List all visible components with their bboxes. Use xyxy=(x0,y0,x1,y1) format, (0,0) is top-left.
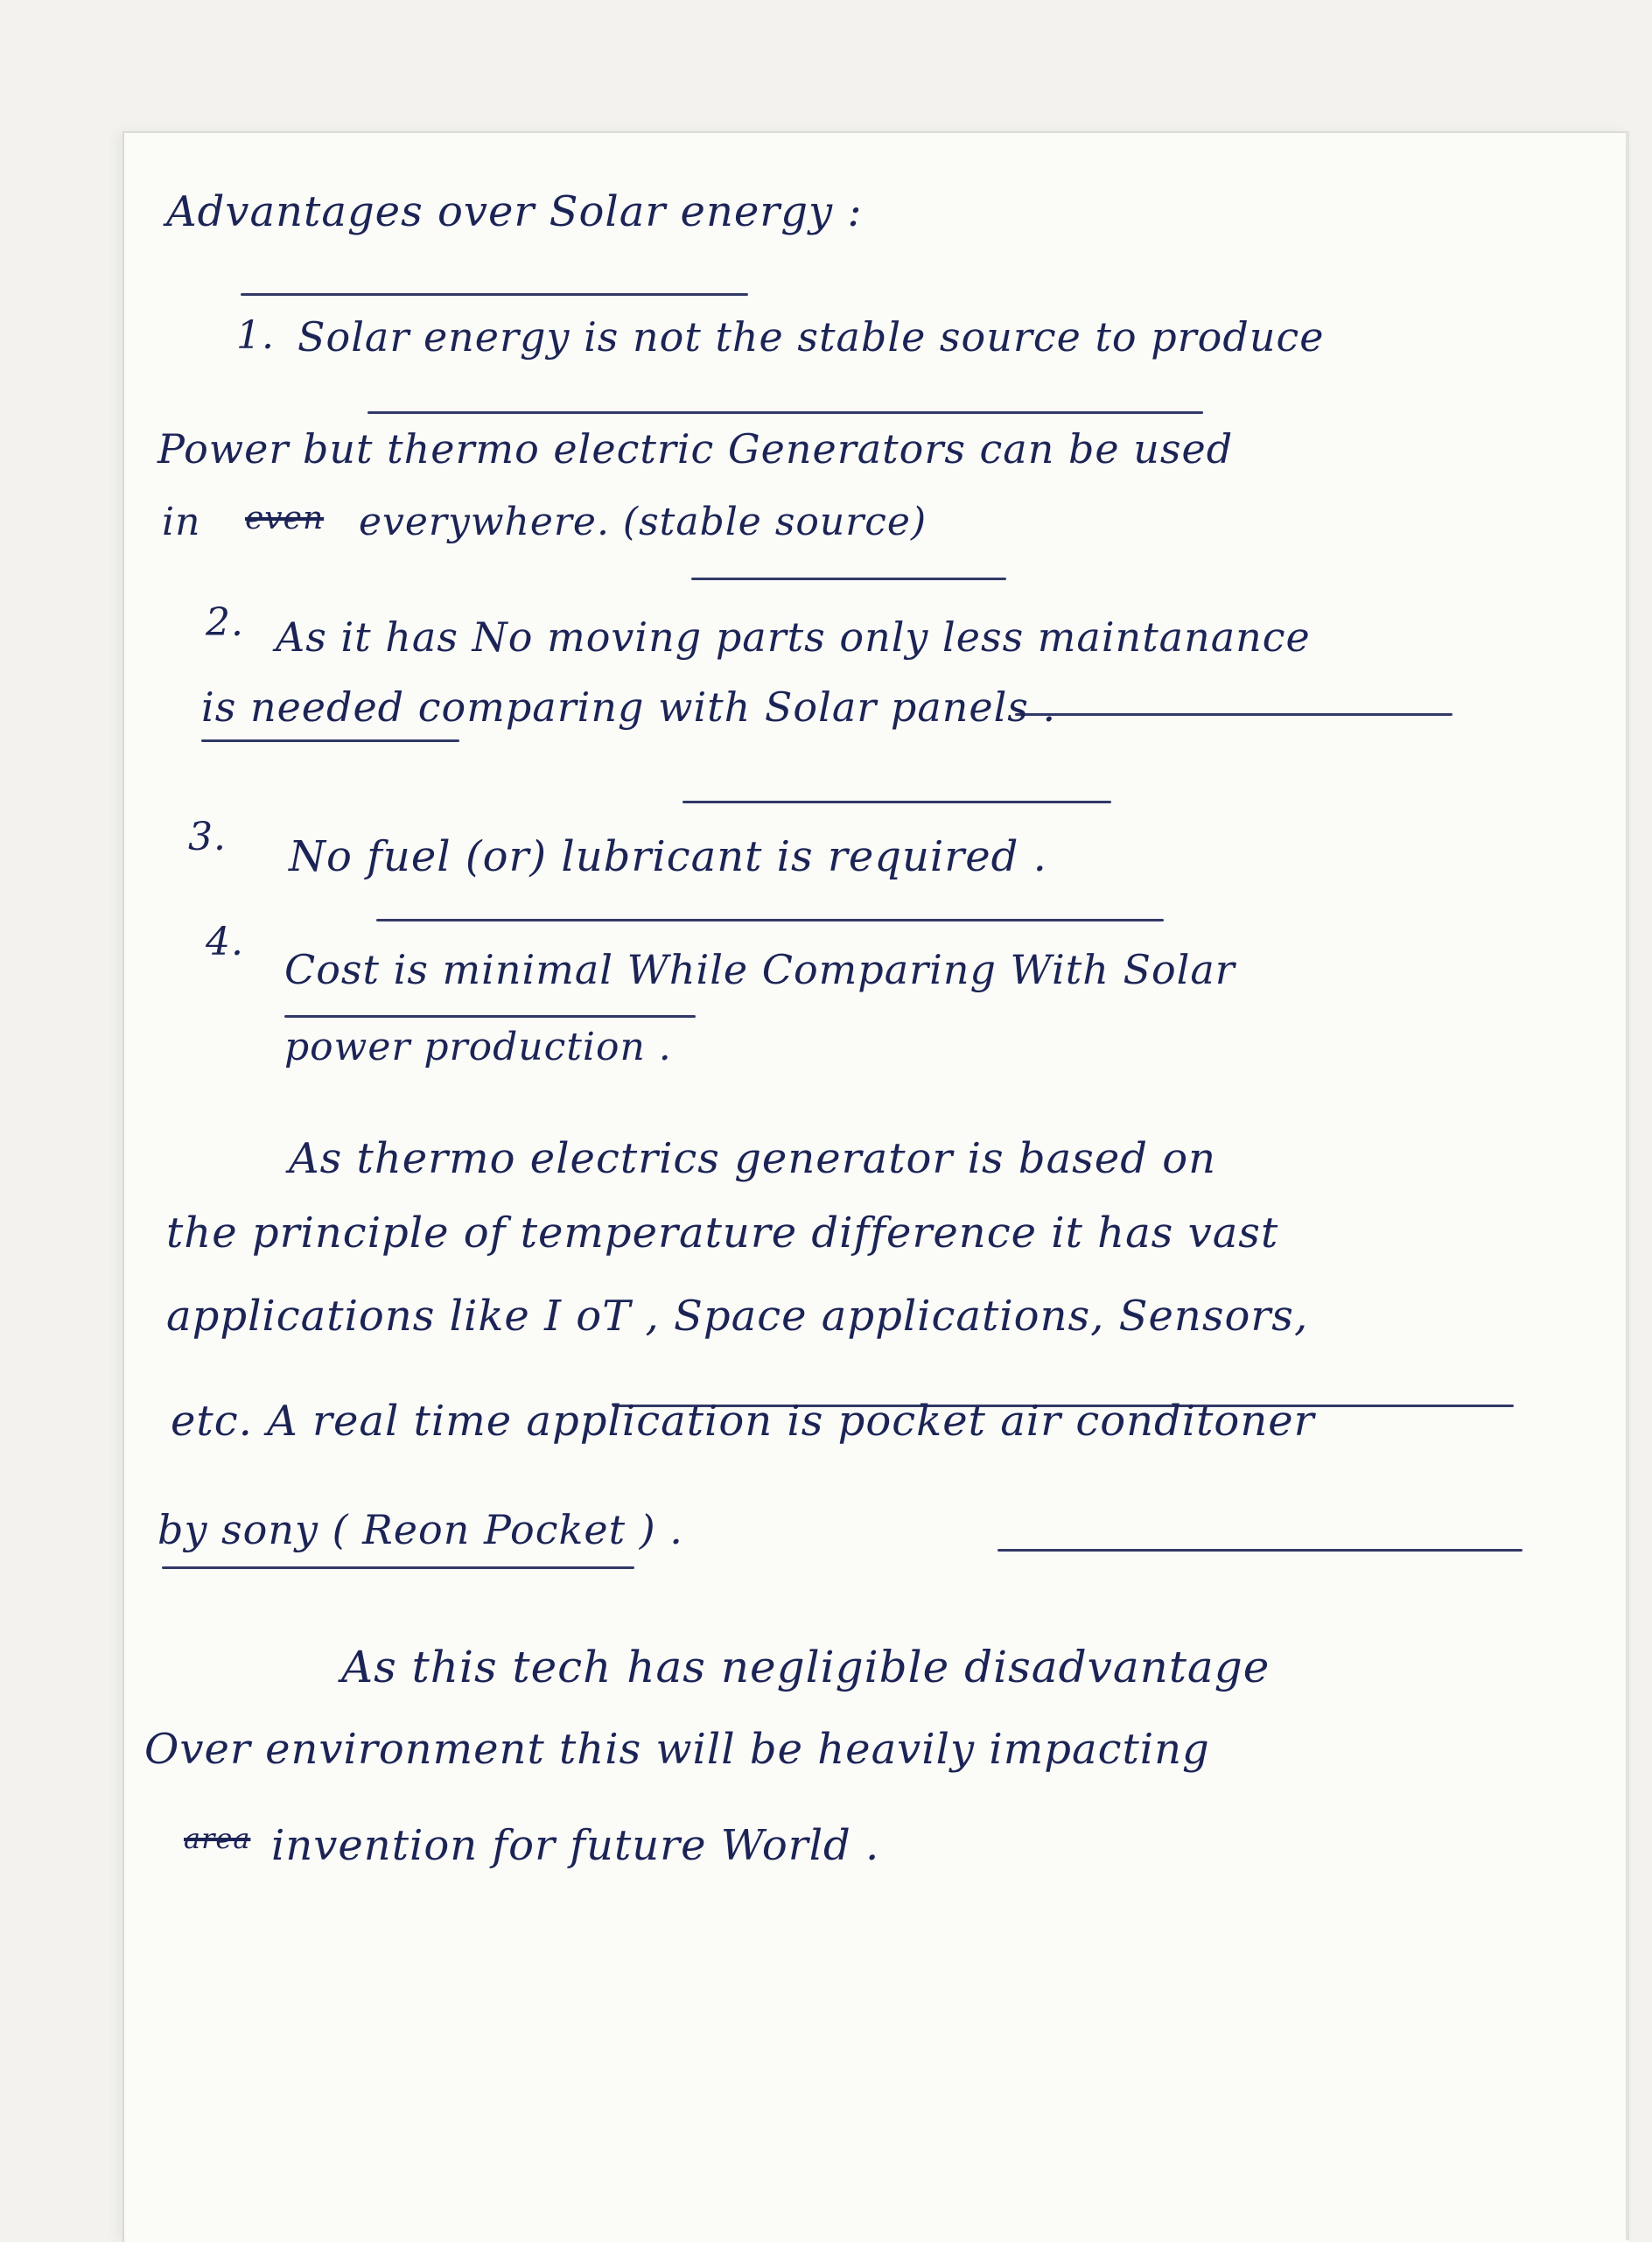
para-2-line-1: As this tech has negligible disadvantage xyxy=(341,1642,1270,1692)
point-3-underline xyxy=(376,919,1164,921)
point-4-line-2: power production . xyxy=(284,1025,672,1069)
para-1-line-1: As thermo electrics generator is based on xyxy=(289,1134,1217,1183)
point-2-line-2: is needed comparing with Solar panels . xyxy=(201,683,1057,731)
para-1-line-2: the principle of temperature difference it has vast xyxy=(166,1209,1279,1258)
point-1-stable-underline xyxy=(691,578,1006,580)
heading-underline xyxy=(241,293,748,296)
point-1-line-3: everywhere. (stable source) xyxy=(359,500,928,544)
point-2-underline-a xyxy=(1015,713,1452,716)
para-1-line-3: applications like I oT , Space applications, Sensors, xyxy=(166,1292,1309,1341)
point-1-line-2: Power but thermo electric Generators can be used xyxy=(158,425,1234,473)
point-3-line-1: No fuel (or) lubricant is required . xyxy=(289,832,1047,881)
para-1-line-5: by sony ( Reon Pocket ) . xyxy=(158,1506,683,1553)
point-2-underline-c xyxy=(682,801,1111,803)
point-1-struck-word: even xyxy=(245,501,325,536)
point-2-number: 2. xyxy=(206,600,244,645)
para-2-line-3: invention for future World . xyxy=(271,1821,880,1870)
point-1-underline xyxy=(368,411,1203,414)
point-1-number: 1. xyxy=(236,313,275,358)
point-4-number: 4. xyxy=(206,920,244,964)
heading: Advantages over Solar energy : xyxy=(166,187,863,236)
point-2-line-1: As it has No moving parts only less maintanance xyxy=(276,613,1311,661)
point-1-line-1: Solar energy is not the stable source to produce xyxy=(298,313,1325,361)
point-4-underline xyxy=(284,1015,696,1018)
point-3-number: 3. xyxy=(188,815,227,859)
para-1-line-4: etc. A real time application is pocket air conditoner xyxy=(171,1397,1315,1446)
point-4-line-1: Cost is minimal While Comparing With Solar xyxy=(284,946,1236,993)
para-1-underline-b xyxy=(162,1566,634,1569)
point-2-underline-b xyxy=(201,739,459,742)
para-2-struck-word: area xyxy=(184,1822,251,1855)
para-2-line-2: Over environment this will be heavily impacting xyxy=(144,1725,1210,1774)
page-edge xyxy=(1626,131,1629,2240)
point-1-prefix: in xyxy=(162,500,201,544)
para-1-underline-c xyxy=(998,1549,1522,1552)
